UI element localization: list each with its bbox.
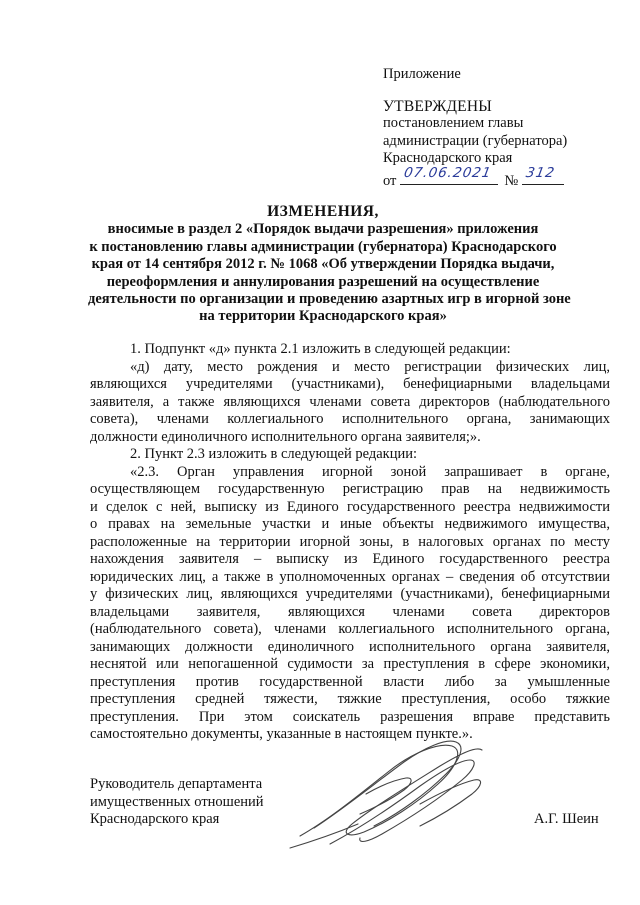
heading-line: переоформления и аннулирования разрешений на осуществление — [106, 273, 540, 290]
document-body — [90, 341, 610, 744]
signer-position-line: имущественных отношений — [90, 793, 264, 810]
number-field — [522, 165, 564, 185]
body-line: преступления. При этом соискатель разрешения вправе представить — [90, 708, 610, 725]
handwritten-date: 07.06.2021 — [403, 165, 494, 181]
heading-line: к постановлению главы администрации (губернатора) Краснодарского — [89, 238, 557, 255]
body-line: занимающих должности единоличного исполнительного органа заявителя, — [90, 638, 610, 655]
body-line: владельцами заявителя, являющихся членами совета директоров — [90, 603, 610, 620]
body-line: 1. Подпункт «д» пункта 2.1 изложить в следующей редакции: — [130, 341, 511, 357]
body-line: «2.3. Орган управления игорной зоной запрашивает в органе, — [130, 463, 610, 480]
signer-position-line: Руководитель департамента — [90, 776, 263, 792]
body-line: должности единоличного исполнительного органа заявителя;». — [90, 428, 481, 445]
body-line: являющихся учредителями (участниками), бенефициарными владельцами — [90, 376, 610, 392]
body-line: осуществляющем государственную регистрацию прав на недвижимость — [90, 481, 610, 497]
date-prefix: от — [383, 172, 397, 189]
body-line: нахождения заявителя – выписку из Единого государственного реестра — [90, 551, 610, 567]
body-line: расположенные на территории игорной зоны, в налоговых органах по месту — [90, 533, 610, 550]
body-line: неснятой или непогашенной судимости за преступления в сфере экономики, — [90, 656, 610, 672]
document-heading — [88, 203, 571, 326]
body-line: 2. Пункт 2.3 изложить в следующей редакции: — [130, 446, 418, 462]
number-prefix: № — [504, 172, 519, 189]
approved-label: УТВЕРЖДЕНЫ — [383, 97, 492, 115]
heading-line: края от 14 сентября 2012 г. № 1068 «Об утверждении Порядка выдачи, — [91, 256, 555, 273]
handwritten-number: 312 — [524, 165, 557, 181]
body-line: преступления против государственной власти либо за умышленные — [90, 673, 610, 690]
body-line: совета), членами коллегиального исполнительного органа, занимающих — [90, 411, 610, 427]
handwritten-signature — [270, 724, 510, 864]
heading-line: деятельности по организации и проведению азартных игр в игорной зоне — [88, 291, 571, 308]
body-line: у физических лиц, являющихся учредителями (участниками), бенефициарными — [90, 586, 610, 602]
approval-block — [383, 66, 567, 190]
signer-position-line: Краснодарского края — [90, 811, 220, 827]
body-line: юридических лиц, а также в уполномоченных органах – сведения об отсутствии — [90, 568, 610, 585]
approval-line: Краснодарского края — [383, 150, 513, 166]
body-line: преступления средней тяжести, тяжкие преступления, особо тяжкие — [90, 691, 610, 707]
signer-position — [90, 776, 264, 829]
date-number-row — [383, 165, 567, 191]
heading-line: на территории Краснодарского края» — [199, 308, 447, 325]
signer-name: А.Г. Шеин — [534, 811, 599, 827]
heading-line: вносимые в раздел 2 «Порядок выдачи разрешения» приложения — [107, 221, 539, 238]
body-line: заявителя, а также являющихся членами совета директоров (наблюдательного — [90, 393, 610, 410]
body-line: о правах на земельные участки и иные объекты недвижимого имущества, — [90, 516, 610, 532]
date-field — [400, 165, 498, 185]
body-line: самостоятельно документы, указанные в настоящем пункте.». — [90, 726, 473, 742]
body-line: и сделок с ней, выписку из Единого государственного реестра недвижимости — [90, 498, 610, 515]
approval-line: администрации (губернатора) — [383, 132, 568, 149]
heading-title: ИЗМЕНЕНИЯ, — [267, 203, 379, 220]
body-line: «д) дату, место рождения и место регистрации физических лиц, — [130, 358, 610, 375]
approval-line: постановлением главы — [383, 115, 524, 131]
body-line: (наблюдательного совета), членами коллегиального исполнительного органа, — [90, 621, 610, 637]
annex-label: Приложение — [383, 66, 461, 82]
